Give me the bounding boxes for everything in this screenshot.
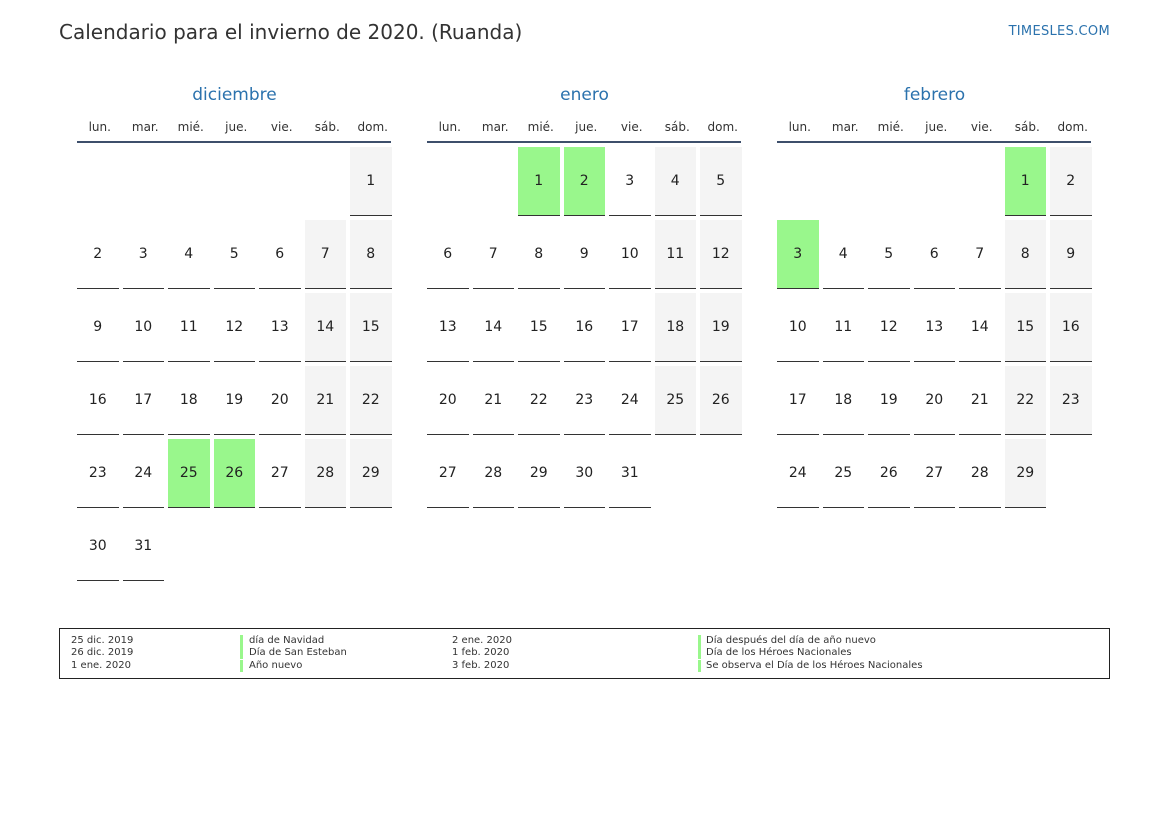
day-cell: 27 xyxy=(914,439,956,508)
header-divider xyxy=(777,141,1091,143)
day-cell: 16 xyxy=(77,366,119,435)
month-january xyxy=(427,84,747,512)
day-cell: 18 xyxy=(168,366,210,435)
day-cell: 9 xyxy=(564,220,606,289)
holiday-legend xyxy=(59,628,1110,679)
day-cell: 17 xyxy=(777,366,819,435)
weekday-label: vie. xyxy=(270,120,293,134)
day-cell: 5 xyxy=(700,147,742,216)
day-cell: 6 xyxy=(914,220,956,289)
day-cell: 7 xyxy=(473,220,515,289)
day-cell: 19 xyxy=(214,366,256,435)
day-cell: 20 xyxy=(914,366,956,435)
day-cell: 24 xyxy=(777,439,819,508)
weekday-label: jue. xyxy=(575,120,598,134)
month-name: diciembre xyxy=(192,85,277,105)
month-name: enero xyxy=(560,85,609,105)
day-cell: 27 xyxy=(427,439,469,508)
weekday-label: dom. xyxy=(1057,120,1088,134)
day-cell: 19 xyxy=(700,293,742,362)
day-cell: 9 xyxy=(1050,220,1092,289)
day-cell: 10 xyxy=(609,220,651,289)
holiday-day-cell: 25 xyxy=(168,439,210,508)
header-divider xyxy=(77,141,391,143)
day-cell: 3 xyxy=(609,147,651,216)
legend-holiday-name: Día después del día de año nuevo xyxy=(706,635,876,646)
legend-holiday-name: Año nuevo xyxy=(249,660,303,671)
weekday-label: jue. xyxy=(225,120,248,134)
day-cell: 22 xyxy=(350,366,392,435)
day-cell: 28 xyxy=(305,439,347,508)
day-cell: 13 xyxy=(259,293,301,362)
legend-color-marker xyxy=(698,660,701,672)
day-cell: 15 xyxy=(350,293,392,362)
day-cell: 8 xyxy=(1005,220,1047,289)
weekday-label: sáb. xyxy=(314,120,340,134)
day-cell: 3 xyxy=(123,220,165,289)
day-cell: 11 xyxy=(823,293,865,362)
legend-color-marker xyxy=(240,660,243,672)
day-cell: 7 xyxy=(305,220,347,289)
day-cell: 17 xyxy=(609,293,651,362)
day-cell: 12 xyxy=(868,293,910,362)
day-cell: 8 xyxy=(350,220,392,289)
page-title: Calendario para el invierno de 2020. (Ruanda) xyxy=(59,20,523,44)
day-cell: 4 xyxy=(823,220,865,289)
day-cell: 6 xyxy=(427,220,469,289)
day-cell: 15 xyxy=(1005,293,1047,362)
header-divider xyxy=(427,141,741,143)
day-cell: 30 xyxy=(77,512,119,581)
day-grid xyxy=(77,147,397,585)
legend-holiday-name: día de Navidad xyxy=(249,635,325,646)
weekday-label: dom. xyxy=(357,120,388,134)
day-cell: 25 xyxy=(655,366,697,435)
day-cell: 29 xyxy=(350,439,392,508)
day-cell: 14 xyxy=(959,293,1001,362)
legend-date: 26 dic. 2019 xyxy=(71,647,134,658)
day-cell: 22 xyxy=(1005,366,1047,435)
day-cell: 24 xyxy=(123,439,165,508)
legend-holiday-name: Se observa el Día de los Héroes Nacionales xyxy=(706,660,923,671)
day-cell: 23 xyxy=(77,439,119,508)
month-december xyxy=(77,84,397,585)
day-cell: 20 xyxy=(259,366,301,435)
day-cell: 22 xyxy=(518,366,560,435)
day-cell: 18 xyxy=(655,293,697,362)
legend-color-marker xyxy=(698,647,701,659)
day-cell: 16 xyxy=(1050,293,1092,362)
weekday-label: dom. xyxy=(707,120,738,134)
day-cell: 26 xyxy=(700,366,742,435)
weekday-label: mar. xyxy=(831,120,859,134)
day-cell: 5 xyxy=(868,220,910,289)
weekday-header xyxy=(427,120,747,134)
weekday-label: lun. xyxy=(438,120,461,134)
day-cell: 13 xyxy=(914,293,956,362)
day-cell: 21 xyxy=(959,366,1001,435)
day-cell: 28 xyxy=(959,439,1001,508)
weekday-label: sáb. xyxy=(664,120,690,134)
day-cell: 10 xyxy=(777,293,819,362)
day-cell: 1 xyxy=(350,147,392,216)
weekday-label: vie. xyxy=(970,120,993,134)
legend-holiday-name: Día de San Esteban xyxy=(249,647,347,658)
weekday-label: lun. xyxy=(88,120,111,134)
day-cell: 4 xyxy=(168,220,210,289)
day-cell: 31 xyxy=(123,512,165,581)
weekday-header xyxy=(77,120,397,134)
weekday-label: mar. xyxy=(481,120,509,134)
holiday-day-cell: 1 xyxy=(1005,147,1047,216)
weekday-label: sáb. xyxy=(1014,120,1040,134)
day-cell: 20 xyxy=(427,366,469,435)
day-grid xyxy=(777,147,1097,512)
day-cell: 13 xyxy=(427,293,469,362)
legend-date: 1 ene. 2020 xyxy=(71,660,131,671)
day-cell: 6 xyxy=(259,220,301,289)
day-cell: 21 xyxy=(305,366,347,435)
legend-color-marker xyxy=(698,635,701,647)
legend-date: 25 dic. 2019 xyxy=(71,635,134,646)
day-cell: 23 xyxy=(1050,366,1092,435)
day-cell: 17 xyxy=(123,366,165,435)
day-cell: 2 xyxy=(77,220,119,289)
day-cell: 5 xyxy=(214,220,256,289)
day-cell: 11 xyxy=(168,293,210,362)
day-cell: 14 xyxy=(473,293,515,362)
legend-date: 3 feb. 2020 xyxy=(452,660,510,671)
holiday-day-cell: 3 xyxy=(777,220,819,289)
weekday-label: mié. xyxy=(177,120,204,134)
day-cell: 12 xyxy=(700,220,742,289)
day-cell: 19 xyxy=(868,366,910,435)
day-cell: 18 xyxy=(823,366,865,435)
day-cell: 7 xyxy=(959,220,1001,289)
day-cell: 9 xyxy=(77,293,119,362)
weekday-label: mié. xyxy=(527,120,554,134)
holiday-day-cell: 1 xyxy=(518,147,560,216)
day-cell: 12 xyxy=(214,293,256,362)
day-cell: 21 xyxy=(473,366,515,435)
day-cell: 4 xyxy=(655,147,697,216)
holiday-day-cell: 2 xyxy=(564,147,606,216)
weekday-header xyxy=(777,120,1097,134)
day-cell: 16 xyxy=(564,293,606,362)
legend-color-marker xyxy=(240,647,243,659)
weekday-label: jue. xyxy=(925,120,948,134)
day-cell: 10 xyxy=(123,293,165,362)
day-grid xyxy=(427,147,747,512)
weekday-label: mar. xyxy=(131,120,159,134)
day-cell: 29 xyxy=(1005,439,1047,508)
day-cell: 31 xyxy=(609,439,651,508)
day-cell: 28 xyxy=(473,439,515,508)
holiday-day-cell: 26 xyxy=(214,439,256,508)
day-cell: 26 xyxy=(868,439,910,508)
day-cell: 11 xyxy=(655,220,697,289)
day-cell: 25 xyxy=(823,439,865,508)
legend-date: 1 feb. 2020 xyxy=(452,647,510,658)
brand-link[interactable]: TIMESLES.COM xyxy=(1008,24,1110,39)
day-cell: 29 xyxy=(518,439,560,508)
day-cell: 30 xyxy=(564,439,606,508)
day-cell: 8 xyxy=(518,220,560,289)
month-name: febrero xyxy=(903,85,966,105)
day-cell: 23 xyxy=(564,366,606,435)
weekday-label: vie. xyxy=(620,120,643,134)
legend-holiday-name: Día de los Héroes Nacionales xyxy=(706,647,852,658)
legend-date: 2 ene. 2020 xyxy=(452,635,512,646)
day-cell: 27 xyxy=(259,439,301,508)
weekday-label: lun. xyxy=(788,120,811,134)
weekday-label: mié. xyxy=(877,120,904,134)
day-cell: 15 xyxy=(518,293,560,362)
day-cell: 14 xyxy=(305,293,347,362)
legend-color-marker xyxy=(240,635,243,647)
month-february xyxy=(777,84,1097,512)
day-cell: 2 xyxy=(1050,147,1092,216)
day-cell: 24 xyxy=(609,366,651,435)
